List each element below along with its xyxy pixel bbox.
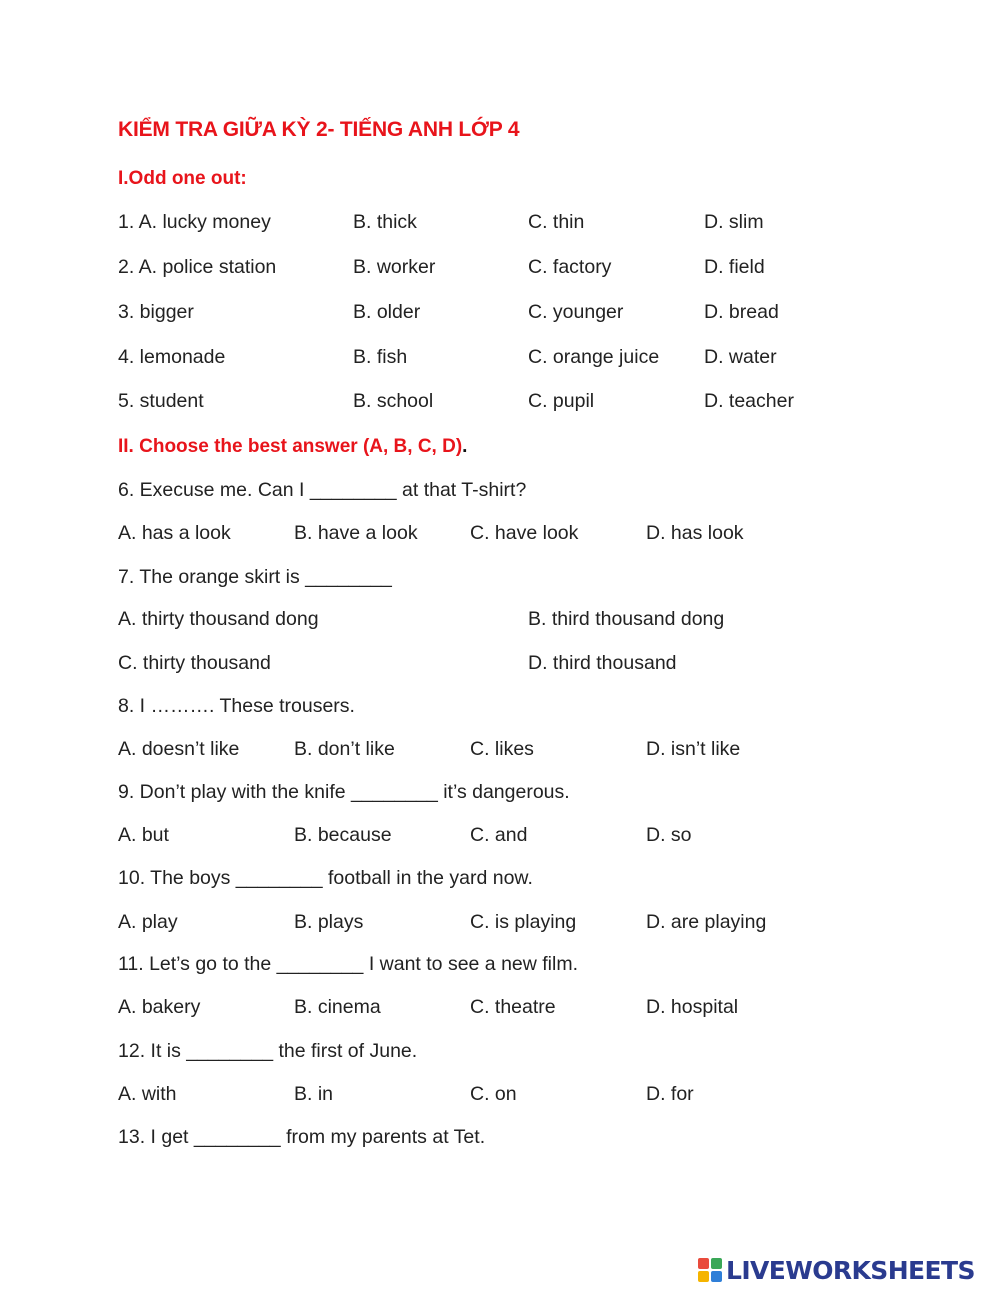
answer-option-a[interactable]: A. has a look [118, 522, 231, 544]
odd-one-out-row [118, 342, 878, 372]
question-8: 8. I ………. These trousers. [118, 695, 355, 717]
odd-one-out-row [118, 207, 878, 237]
odd-one-out-row [118, 297, 878, 327]
answer-option-d[interactable]: D. isn’t like [646, 738, 741, 760]
answer-option-d[interactable]: D. so [646, 824, 692, 846]
question-7: 7. The orange skirt is ________ [118, 566, 392, 588]
option-c: C. pupil [528, 390, 595, 412]
option-a: 1. A. lucky money [118, 211, 271, 233]
answer-option-a[interactable]: A. doesn’t like [118, 738, 240, 760]
answer-option-b[interactable]: B. third thousand dong [528, 608, 725, 630]
answer-option-a[interactable]: A. play [118, 911, 178, 933]
option-b: B. fish [353, 346, 408, 368]
option-a: 5. student [118, 390, 204, 412]
answer-option-b[interactable]: B. in [294, 1083, 334, 1105]
answer-row-7a [118, 604, 878, 634]
answer-option-c[interactable]: C. thirty thousand [118, 652, 271, 674]
option-a: 4. lemonade [118, 346, 226, 368]
answer-option-a[interactable]: A. with [118, 1083, 177, 1105]
answer-option-b[interactable]: B. plays [294, 911, 364, 933]
answer-option-d[interactable]: D. are playing [646, 911, 767, 933]
answer-option-b[interactable]: B. have a look [294, 522, 418, 544]
question-10: 10. The boys ________ football in the yard now. [118, 867, 533, 889]
option-b: B. worker [353, 256, 436, 278]
answer-row-11 [118, 992, 878, 1022]
option-d: D. field [704, 256, 765, 278]
option-d: D. teacher [704, 390, 794, 412]
answer-option-c[interactable]: C. and [470, 824, 528, 846]
answer-row-6 [118, 518, 878, 548]
page-title: KIỂM TRA GIỮA KỲ 2- TIẾNG ANH LỚP 4 [118, 118, 520, 141]
answer-option-a[interactable]: A. thirty thousand dong [118, 608, 319, 630]
option-c: C. factory [528, 256, 612, 278]
answer-row-9 [118, 820, 878, 850]
answer-row-8 [118, 734, 878, 764]
section-heading-odd-one-out: I.Odd one out: [118, 168, 247, 189]
question-9: 9. Don’t play with the knife ________ it’s dangerous. [118, 781, 570, 803]
question-13: 13. I get ________ from my parents at Tet. [118, 1126, 486, 1148]
answer-option-c[interactable]: C. on [470, 1083, 517, 1105]
option-d: D. slim [704, 211, 764, 233]
answer-option-d[interactable]: D. has look [646, 522, 744, 544]
option-c: C. younger [528, 301, 624, 323]
answer-row-12 [118, 1079, 878, 1109]
answer-row-7b [118, 648, 878, 678]
answer-option-b[interactable]: B. cinema [294, 996, 381, 1018]
answer-option-d[interactable]: D. for [646, 1083, 694, 1105]
section-heading-period: . [462, 436, 468, 457]
odd-one-out-row [118, 252, 878, 282]
option-d: D. bread [704, 301, 779, 323]
answer-option-c[interactable]: C. theatre [470, 996, 556, 1018]
odd-one-out-row [118, 386, 878, 416]
question-6: 6. Execuse me. Can I ________ at that T-shirt? [118, 479, 527, 501]
option-b: B. school [353, 390, 434, 412]
logo-blocks-icon [698, 1258, 722, 1282]
answer-option-c[interactable]: C. have look [470, 522, 579, 544]
section-heading-text: II. Choose the best answer (A, B, C, D) [118, 436, 463, 457]
option-a: 3. bigger [118, 301, 194, 323]
logo-text: LIVEWORKSHEETS [726, 1255, 975, 1285]
answer-option-a[interactable]: A. but [118, 824, 169, 846]
answer-row-10 [118, 907, 878, 937]
answer-option-b[interactable]: B. don’t like [294, 738, 395, 760]
option-b: B. thick [353, 211, 417, 233]
liveworksheets-logo [698, 1255, 975, 1285]
option-c: C. thin [528, 211, 585, 233]
option-a: 2. A. police station [118, 256, 277, 278]
section-heading-choose-answer [118, 436, 467, 458]
option-c: C. orange juice [528, 346, 660, 368]
question-11: 11. Let’s go to the ________ I want to see a new film. [118, 953, 579, 975]
answer-option-a[interactable]: A. bakery [118, 996, 201, 1018]
answer-option-c[interactable]: C. is playing [470, 911, 577, 933]
answer-option-b[interactable]: B. because [294, 824, 392, 846]
answer-option-d[interactable]: D. third thousand [528, 652, 677, 674]
answer-option-c[interactable]: C. likes [470, 738, 534, 760]
option-b: B. older [353, 301, 421, 323]
option-d: D. water [704, 346, 777, 368]
answer-option-d[interactable]: D. hospital [646, 996, 739, 1018]
question-12: 12. It is ________ the first of June. [118, 1040, 418, 1062]
